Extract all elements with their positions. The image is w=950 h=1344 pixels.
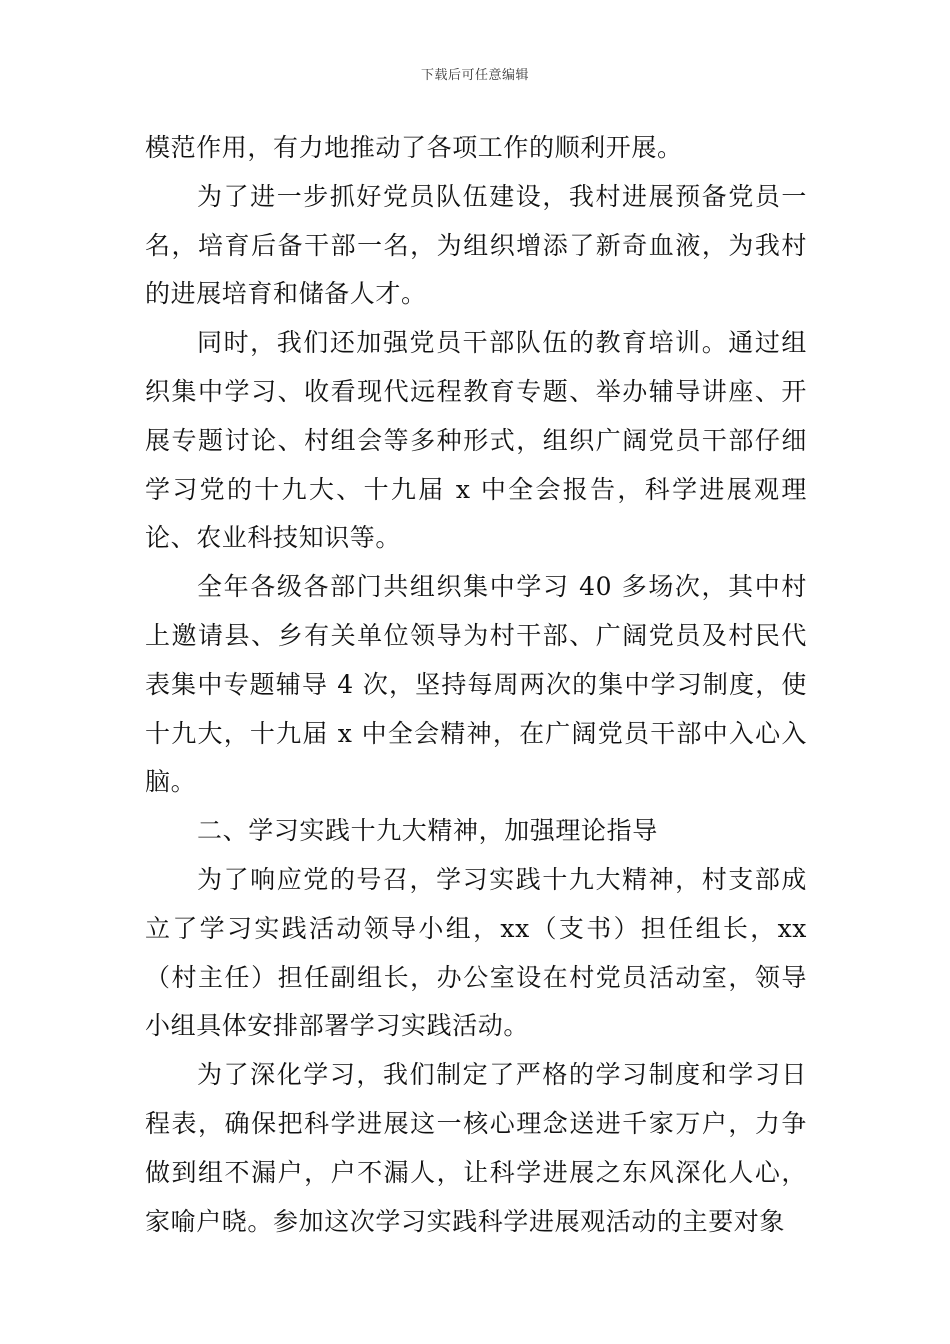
paragraph-4: 全年各级各部门共组织集中学习 40 多场次，其中村上邀请县、乡有关单位领导为村干部、广阔党员及村民代表集中专题辅导 4 次，坚持每周两次的集中学习制度，使十九大，十九届 x 中全会精神，在广阔党员干部中入心入脑。	[145, 572, 807, 797]
paragraph-1: 模范作用，有力地推动了各项工作的顺利开展。	[145, 133, 683, 162]
document-body	[145, 124, 807, 1246]
paragraph-5: 为了响应党的号召，学习实践十九大精神，村支部成立了学习实践活动领导小组，xx（支书）担任组长，xx（村主任）担任副组长，办公室设在村党员活动室，领导小组具体安排部署学习实践活动。	[145, 864, 807, 1041]
page-header: 下载后可任意编辑	[420, 68, 529, 83]
paragraph-6: 为了深化学习，我们制定了严格的学习制度和学习日程表，确保把科学进展这一核心理念送进千家万户，力争做到组不漏户，户不漏人，让科学进展之东风深化人心，家喻户晓。参加这次学习实践科学进展观活动的主要对象	[145, 1060, 807, 1236]
paragraph-3: 同时，我们还加强党员干部队伍的教育培训。通过组织集中学习、收看现代远程教育专题、举办辅导讲座、开展专题讨论、村组会等多种形式，组织广阔党员干部仔细学习党的十九大、十九届 x 中全会报告，科学进展观理论、农业科技知识等。	[145, 328, 807, 553]
section-heading: 二、学习实践十九大精神，加强理论指导	[197, 816, 658, 846]
paragraph-2: 为了进一步抓好党员队伍建设，我村进展预备党员一名，培育后备干部一名，为组织增添了新奇血液，为我村的进展培育和储备人才。	[145, 181, 807, 309]
